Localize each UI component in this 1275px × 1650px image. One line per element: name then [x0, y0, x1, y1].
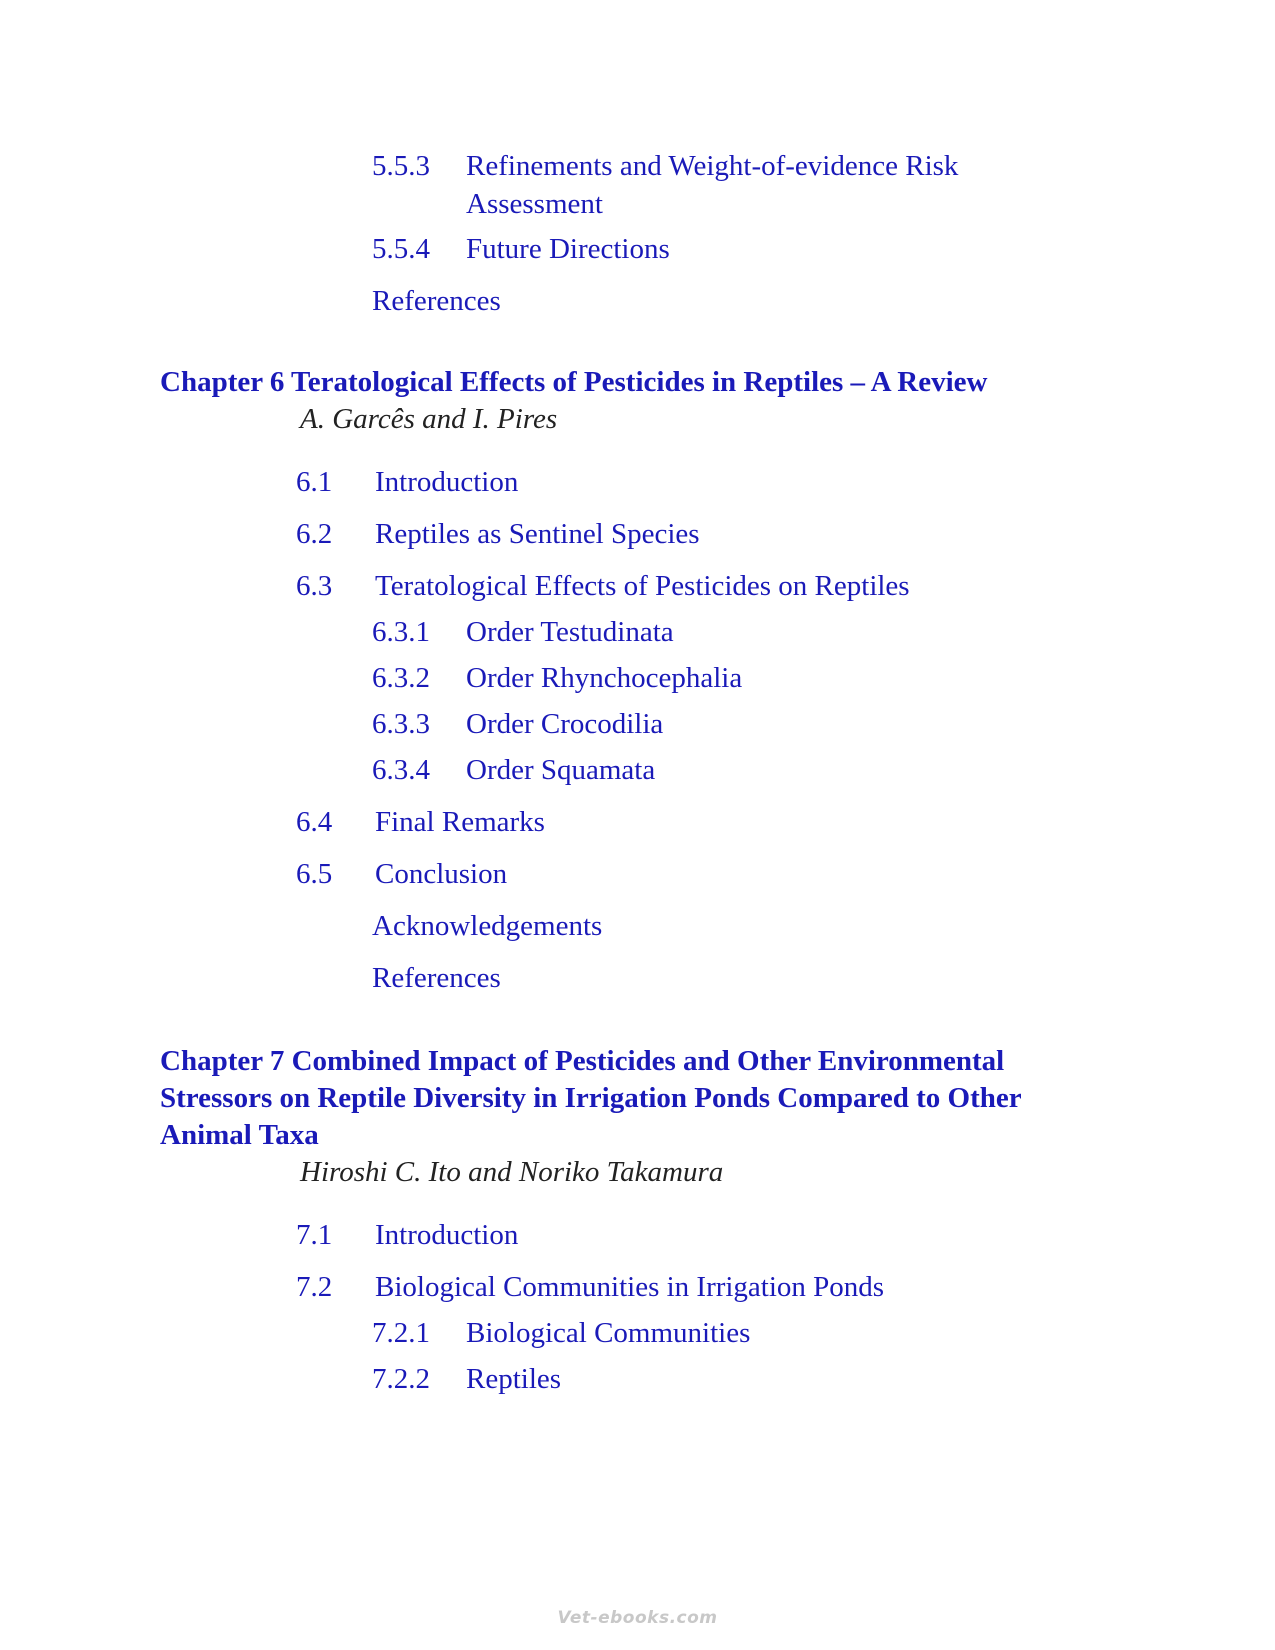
toc-entry-6-4[interactable] — [296, 803, 545, 841]
toc-entry-label: Refinements and Weight-of-evidence Risk Assessment — [466, 150, 959, 220]
toc-entry-label: Introduction — [375, 466, 519, 498]
toc-entry-number: 6.3.1 — [372, 616, 430, 648]
toc-entry-references-ch6[interactable] — [372, 959, 501, 997]
toc-entry-references-ch5[interactable] — [372, 282, 501, 320]
toc-entry-number: 6.2 — [296, 518, 333, 550]
toc-entry-label: Reptiles — [466, 1363, 562, 1395]
toc-entry-label: Introduction — [375, 1219, 519, 1251]
toc-entry-number: 6.1 — [296, 466, 333, 498]
toc-entry-number: 6.3 — [296, 570, 333, 602]
toc-entry-label: Order Squamata — [466, 754, 656, 786]
toc-entry-label: References — [372, 962, 501, 994]
toc-entry-number: 6.3.2 — [372, 662, 430, 694]
toc-entry-number: 6.3.4 — [372, 754, 430, 786]
toc-entry-label: Final Remarks — [375, 806, 545, 838]
toc-entry-label: Future Directions — [466, 233, 670, 265]
toc-entry-6-2[interactable] — [296, 515, 700, 553]
toc-entry-6-5[interactable] — [296, 855, 507, 893]
toc-entry-6-3-4[interactable] — [372, 751, 655, 789]
toc-entry-number: 5.5.4 — [372, 233, 430, 265]
chapter-6-authors: A. Garcês and I. Pires — [300, 403, 558, 435]
toc-entry-number: 6.3.3 — [372, 708, 430, 740]
toc-entry-6-1[interactable] — [296, 463, 518, 501]
toc-entry-number: 5.5.3 — [372, 150, 430, 182]
toc-entry-5-5-3[interactable] — [372, 147, 958, 223]
chapter-7-authors: Hiroshi C. Ito and Noriko Takamura — [300, 1156, 724, 1188]
toc-entry-number: 7.2.1 — [372, 1317, 430, 1349]
toc-entry-label: Biological Communities in Irrigation Ponds — [375, 1271, 885, 1303]
toc-entry-label: Teratological Effects of Pesticides on Reptiles — [375, 570, 910, 602]
toc-entry-number: 7.1 — [296, 1219, 333, 1251]
toc-entry-7-2[interactable] — [296, 1268, 884, 1306]
chapter-7-title[interactable] — [160, 1043, 1120, 1154]
toc-entry-label: Acknowledgements — [372, 910, 603, 942]
chapter-7-title-line: Stressors on Reptile Diversity in Irrigation Ponds Compared to Other — [160, 1082, 1022, 1114]
toc-entry-6-3-3[interactable] — [372, 705, 663, 743]
toc-entry-number: 7.2.2 — [372, 1363, 430, 1395]
toc-entry-label: Biological Communities — [466, 1317, 751, 1349]
toc-entry-label: Order Crocodilia — [466, 708, 664, 740]
toc-entry-label: References — [372, 285, 501, 317]
toc-entry-number: 7.2 — [296, 1271, 333, 1303]
toc-entry-5-5-4[interactable] — [372, 230, 670, 268]
chapter-7-title-line: Chapter 7 Combined Impact of Pesticides and Other Environmental — [160, 1045, 1005, 1077]
toc-entry-label: Order Rhynchocephalia — [466, 662, 743, 694]
chapter-6-title[interactable]: Chapter 6 Teratological Effects of Pesticides in Reptiles – A Review — [160, 366, 988, 398]
toc-entry-6-3-2[interactable] — [372, 659, 742, 697]
toc-entry-label: Reptiles as Sentinel Species — [375, 518, 700, 550]
toc-entry-acknowledgements[interactable] — [372, 907, 602, 945]
chapter-7-title-line: Animal Taxa — [160, 1119, 319, 1151]
toc-entry-label: Conclusion — [375, 858, 508, 890]
toc-entry-7-2-1[interactable] — [372, 1314, 750, 1352]
toc-entry-number: 6.5 — [296, 858, 333, 890]
toc-entry-7-1[interactable] — [296, 1216, 518, 1254]
toc-entry-number: 6.4 — [296, 806, 333, 838]
toc-entry-label: Order Testudinata — [466, 616, 674, 648]
toc-entry-6-3[interactable] — [296, 567, 910, 605]
toc-entry-7-2-2[interactable] — [372, 1360, 561, 1398]
toc-entry-6-3-1[interactable] — [372, 613, 674, 651]
watermark-logo: Vet-ebooks.com — [557, 1608, 718, 1628]
